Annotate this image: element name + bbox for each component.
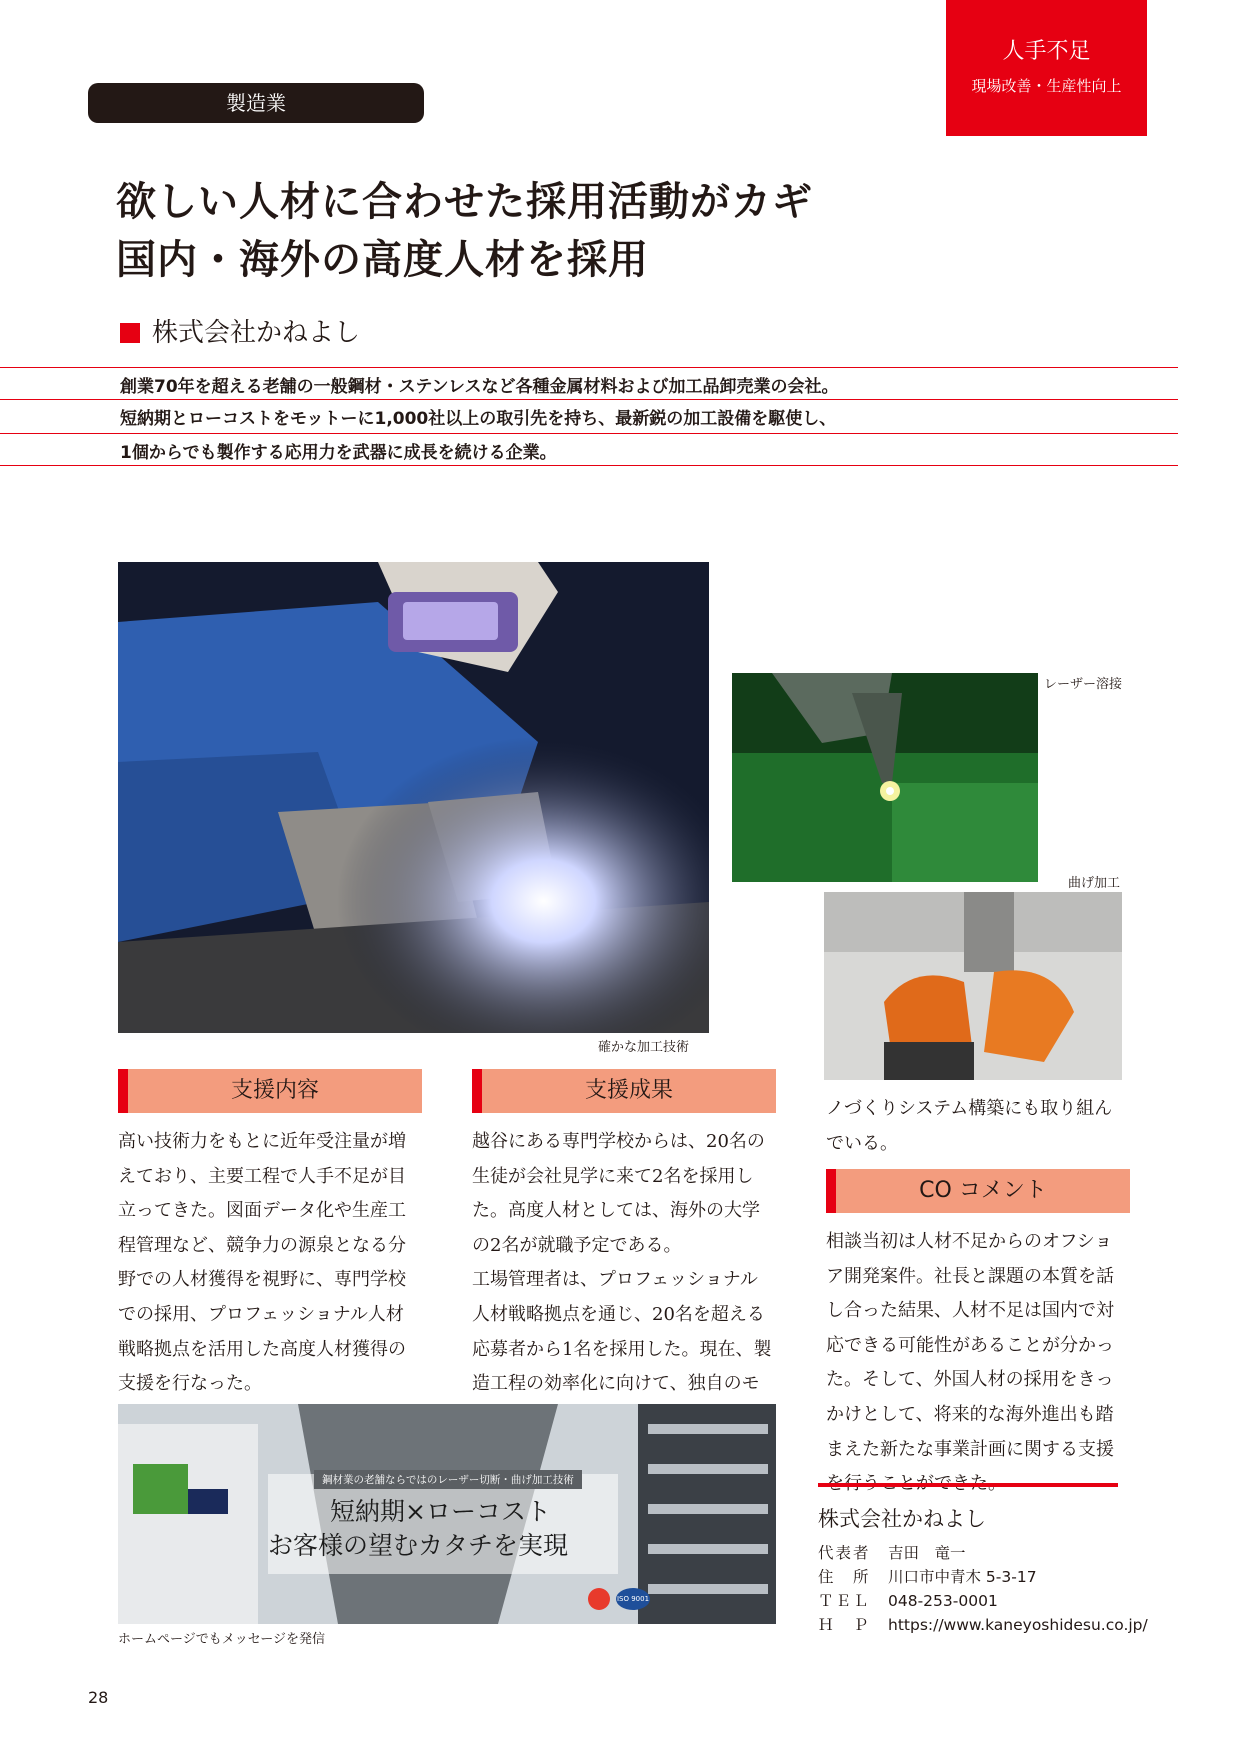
contact-value: 吉田 竜一 bbox=[888, 1544, 966, 1562]
section-heading-comment: CO コメント bbox=[826, 1169, 1130, 1213]
corner-tab bbox=[946, 0, 1147, 136]
flower-logo-icon bbox=[588, 1588, 610, 1610]
banner-line-1: 短納期×ローコスト bbox=[330, 1497, 551, 1526]
contact-company-name: 株式会社かねよし bbox=[818, 1507, 986, 1531]
category-label: 製造業 bbox=[88, 83, 424, 123]
corner-tab-title: 人手不足 bbox=[1002, 39, 1091, 64]
contact-label: 住 所 bbox=[818, 1568, 871, 1586]
red-square-marker bbox=[120, 323, 140, 343]
results-continued-text bbox=[826, 1092, 1136, 1161]
support-line: 野での人材獲得を視野に、専門学校 bbox=[118, 1269, 406, 1291]
bending-caption: 曲げ加工 bbox=[1068, 876, 1121, 891]
comment-line: し合った結果、人材不足は国内で対 bbox=[826, 1300, 1114, 1322]
intro-rule bbox=[0, 465, 1178, 466]
support-line: 程管理など、競争力の源泉となる分 bbox=[118, 1234, 406, 1256]
comment-line: まえた新たな事業計画に関する支援 bbox=[826, 1438, 1114, 1460]
results-line: ノづくりシステム構築にも取り組ん bbox=[826, 1098, 1113, 1119]
homepage-link[interactable]: https://www.kaneyoshidesu.co.jp/ bbox=[888, 1616, 1148, 1634]
laser-caption: レーザー溶接 bbox=[1044, 677, 1123, 692]
support-line: 高い技術力をもとに近年受注量が増 bbox=[118, 1131, 406, 1152]
results-text bbox=[472, 1125, 792, 1402]
laser-welding-photo bbox=[732, 673, 1038, 882]
corner-tab-subtitle: 現場改善・生産性向上 bbox=[971, 77, 1122, 95]
banner-line-2: お客様の望むカタチを実現 bbox=[268, 1531, 569, 1560]
comment-line: 相談当初は人材不足からのオフショ bbox=[826, 1231, 1113, 1252]
company-heading bbox=[120, 312, 360, 349]
intro-line-3: 1個からでも製作する応用力を武器に成長を続ける企業。 bbox=[120, 443, 557, 463]
contact-row-tel bbox=[818, 1589, 998, 1611]
results-line: の2名が就職予定である。 bbox=[472, 1234, 682, 1256]
company-name: 株式会社かねよし bbox=[152, 318, 361, 348]
support-line: えており、主要工程で人手不足が目 bbox=[118, 1165, 406, 1187]
headline-line-2: 国内・海外の高度人材を採用 bbox=[116, 237, 649, 283]
results-line: 越谷にある専門学校からは、20名の bbox=[472, 1131, 765, 1152]
contact-label: 代表者 bbox=[818, 1544, 871, 1562]
contact-row-homepage bbox=[818, 1613, 1148, 1635]
section-heading-results: 支援成果 bbox=[472, 1069, 776, 1113]
intro-line-1: 創業70年を超える老舗の一般鋼材・ステンレスなど各種金属材料および加工品卸売業の会社。 bbox=[120, 377, 839, 397]
support-line: での採用、プロフェッショナル人材 bbox=[118, 1303, 404, 1325]
results-line: た。高度人材としては、海外の大学 bbox=[472, 1200, 760, 1222]
contact-rule bbox=[818, 1483, 1118, 1487]
headline-line-1: 欲しい人材に合わせた採用活動がカギ bbox=[116, 179, 813, 225]
support-line: 支援を行なった。 bbox=[118, 1373, 262, 1395]
comment-line: ア開発案件。社長と課題の本質を話 bbox=[826, 1265, 1114, 1287]
contact-row-representative bbox=[818, 1541, 966, 1563]
main-photo-caption: 確かな加工技術 bbox=[598, 1040, 690, 1055]
results-line: 応募者から1名を採用した。現在、製 bbox=[472, 1338, 772, 1360]
results-line: 人材戦略拠点を通じ、20名を超える bbox=[472, 1303, 765, 1325]
contact-value: 川口市中青木 5-3-17 bbox=[888, 1568, 1037, 1586]
bending-graphic bbox=[824, 892, 1122, 1080]
results-line: 造工程の効率化に向けて、独自のモ bbox=[472, 1373, 760, 1395]
homepage-caption: ホームページでもメッセージを発信 bbox=[118, 1632, 325, 1647]
laser-welding-graphic bbox=[732, 673, 1038, 882]
intro-rule bbox=[0, 399, 1178, 400]
support-line: 戦略拠点を活用した高度人材獲得の bbox=[118, 1338, 406, 1360]
comment-text bbox=[826, 1225, 1136, 1502]
comment-line: た。そして、外国人材の採用をきっ bbox=[826, 1369, 1114, 1391]
section-heading-support: 支援内容 bbox=[118, 1069, 422, 1113]
support-text bbox=[118, 1125, 438, 1402]
iso-badge: ISO 9001 bbox=[616, 1588, 650, 1610]
intro-line-2: 短納期とローコストをモットーに1,000社以上の取引先を持ち、最新鋭の加工設備を駆使し、 bbox=[120, 409, 837, 429]
comment-line: かけとして、将来的な海外進出も踏 bbox=[826, 1403, 1114, 1425]
intro-rule bbox=[0, 367, 1178, 368]
banner-tagline: 鋼材業の老舗ならではのレーザー切断・曲げ加工技術 bbox=[314, 1470, 582, 1489]
support-line: 立ってきた。図面データ化や生産工 bbox=[118, 1200, 406, 1222]
homepage-banner bbox=[118, 1404, 776, 1624]
page-number: 28 bbox=[88, 1688, 109, 1707]
bending-photo bbox=[824, 892, 1122, 1080]
welding-photo bbox=[118, 562, 709, 1033]
welding-photo-graphic bbox=[118, 562, 709, 1033]
contact-label: Ｈ Ｐ bbox=[818, 1616, 871, 1634]
results-line: でいる。 bbox=[826, 1132, 898, 1154]
contact-row-address bbox=[818, 1565, 1037, 1587]
results-line: 生徒が会社見学に来て2名を採用し bbox=[472, 1165, 754, 1187]
comment-line: 応できる可能性があることが分かっ bbox=[826, 1334, 1114, 1356]
contact-value: 048-253-0001 bbox=[888, 1592, 998, 1610]
contact-label: ＴＥＬ bbox=[818, 1592, 871, 1610]
results-line: 工場管理者は、プロフェッショナル bbox=[472, 1269, 758, 1291]
intro-rule bbox=[0, 433, 1178, 434]
